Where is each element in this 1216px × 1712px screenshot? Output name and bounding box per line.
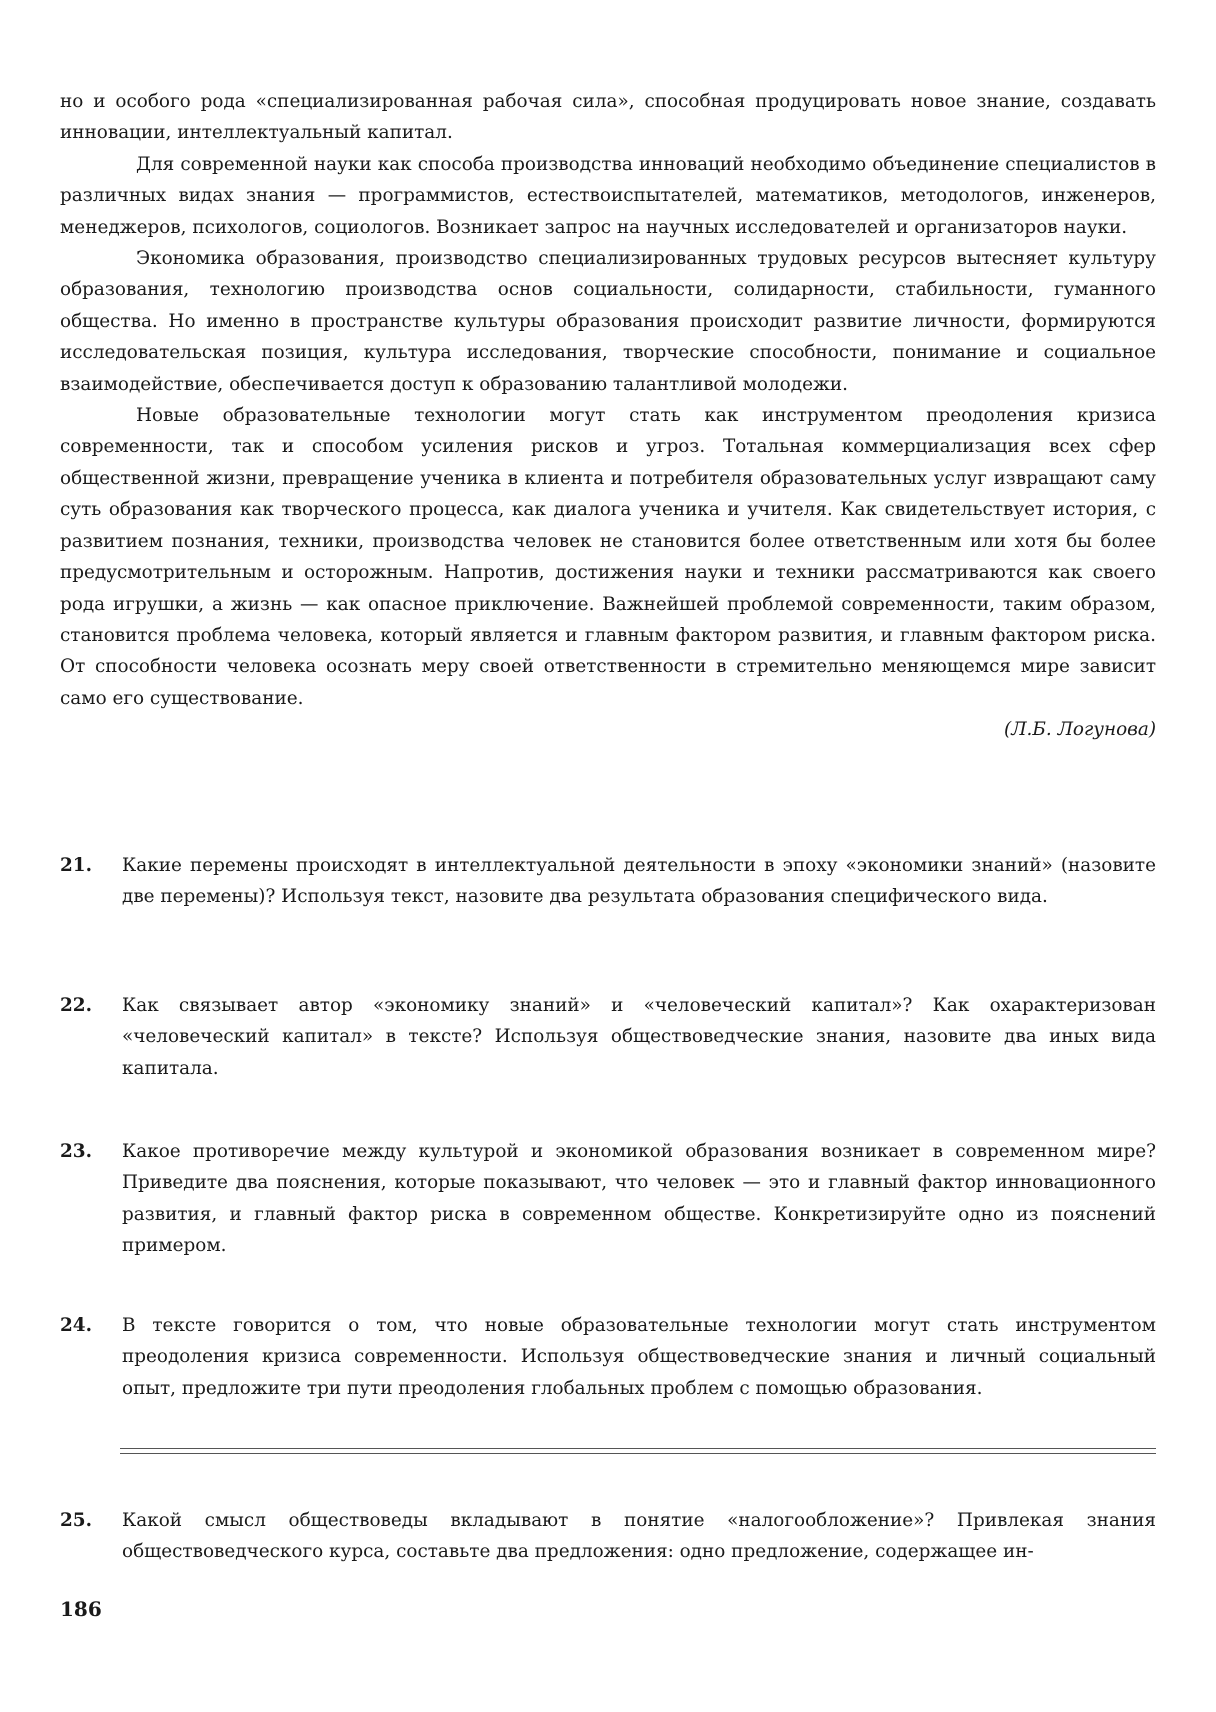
page-number: 186 — [60, 1597, 102, 1621]
text-paragraph: Экономика образования, производство специализированных трудовых ресурсов вытесняет культуру образования, технологию производства основ социальности, солидарности, стабильности, гуманного общества. Но именно в пространстве культуры образования происходит развитие личности, формируются исследовательская позиция, культура исследования, творческие способности, понимание и социальное взаимодействие, обеспечивается доступ к образованию талантливой молодежи. — [60, 248, 1156, 395]
text-paragraph: Для современной науки как способа производства инноваций необходимо объединение специалистов в различных видах знания — программистов, естествоиспытателей, математиков, методологов, инженеров, менеджеров, психологов, социологов. Возникает запрос на научных исследователей и организаторов науки. — [60, 153, 1156, 238]
question-text: Какие перемены происходят в интеллектуальной деятельности в эпоху «экономики знаний» (назовите две перемены)? Используя текст, назовите два результата образования специфического вида. — [122, 855, 1156, 908]
question-text: В тексте говорится о том, что новые образовательные технологии могут стать инструментом преодоления кризиса современности. Используя обществоведческие знания и личный социальный опыт, предложите три пути преодоления глобальных проблем с помощью образования. — [122, 1315, 1156, 1399]
question-number: 25. — [60, 1510, 92, 1531]
section-divider — [120, 1448, 1156, 1454]
text-paragraph: но и особого рода «специализированная рабочая сила», способная продуцировать новое знание, создавать инновации, интеллектуальный капитал. — [60, 91, 1156, 144]
text-paragraph: Новые образовательные технологии могут стать как инструментом преодоления кризиса современности, так и способом усиления рисков и угроз. Тотальная коммерциализация всех сфер общественной жизни, превращение ученика в клиента и потребителя образовательных услуг извращают саму суть образования как творческого процесса, как диалога ученика и учителя. Как свидетельствует история, с развитием познания, техники, производства человек не становится более ответственным или хотя бы более предусмотрительным и осторожным. Напротив, достижения науки и техники рассматриваются как своего рода игрушки, а жизнь — как опасное приключение. Важнейшей проблемой современности, таким образом, становится проблема человека, который является и главным фактором развития, и главным фактором риска. От способности человека осознать меру своей ответственности в стремительно меняющемся мире зависит само его существование. — [60, 405, 1156, 709]
question-23 — [60, 1136, 1156, 1262]
source-text — [60, 86, 1156, 745]
question-text: Как связывает автор «экономику знаний» и «человеческий капитал»? Как охарактеризован «человеческий капитал» в тексте? Используя обществоведческие знания, назовите два иных вида капитала. — [122, 995, 1156, 1079]
question-24 — [60, 1310, 1156, 1404]
question-25 — [60, 1505, 1156, 1568]
question-text: Какой смысл обществоведы вкладывают в понятие «налогообложение»? Привлекая знания обществоведческого курса, составьте два предложения: одно предложение, содержащее ин- — [122, 1510, 1156, 1563]
question-21 — [60, 850, 1156, 913]
question-number: 21. — [60, 855, 92, 876]
question-number: 24. — [60, 1315, 92, 1336]
text-author: (Л.Б. Логунова) — [1004, 719, 1156, 741]
question-number: 23. — [60, 1141, 92, 1162]
question-number: 22. — [60, 995, 92, 1016]
question-22 — [60, 990, 1156, 1084]
question-text: Какое противоречие между культурой и экономикой образования возникает в современном мире? Приведите два пояснения, которые показывают, что человек — это и главный фактор инновационного развития, и главный фактор риска в современном обществе. Конкретизируйте одно из пояснений примером. — [122, 1141, 1156, 1257]
